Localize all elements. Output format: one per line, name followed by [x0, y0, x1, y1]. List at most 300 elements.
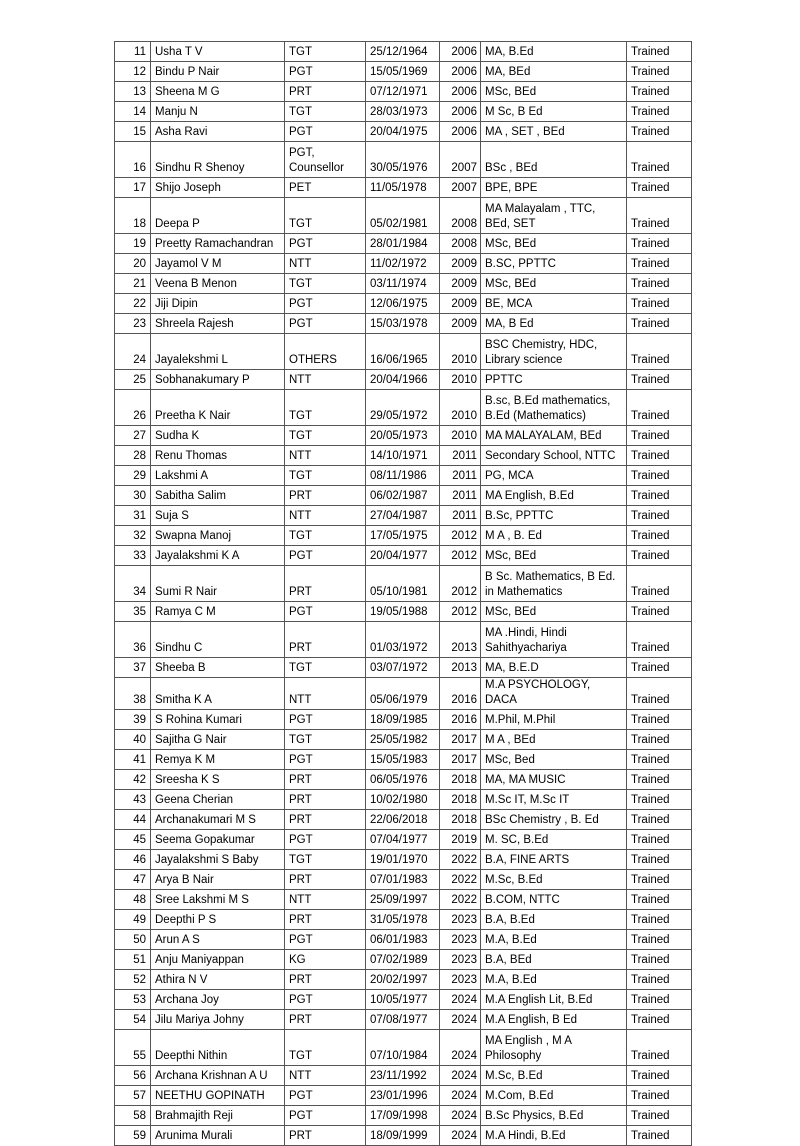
joining-year-cell: 2012	[440, 546, 481, 566]
qualification-cell: MSc, BEd	[481, 274, 627, 294]
table-row	[115, 390, 692, 426]
date-of-birth-cell: 23/01/1996	[366, 1086, 440, 1106]
serial-number-cell: 32	[115, 526, 151, 546]
designation-cell: TGT	[285, 730, 366, 750]
training-status-cell: Trained	[627, 390, 692, 426]
name-cell: Jayalakshmi K A	[151, 546, 285, 566]
joining-year-cell: 2017	[440, 750, 481, 770]
name-cell: Jilu Mariya Johny	[151, 1010, 285, 1030]
qualification-cell: MSc, BEd	[481, 546, 627, 566]
joining-year-cell: 2010	[440, 334, 481, 370]
date-of-birth-cell: 16/06/1965	[366, 334, 440, 370]
date-of-birth-cell: 06/05/1976	[366, 770, 440, 790]
joining-year-cell: 2009	[440, 294, 481, 314]
serial-number-cell: 15	[115, 122, 151, 142]
date-of-birth-cell: 07/10/1984	[366, 1030, 440, 1066]
serial-number-cell: 48	[115, 890, 151, 910]
table-row	[115, 1066, 692, 1086]
training-status-cell: Trained	[627, 314, 692, 334]
training-status-cell: Trained	[627, 254, 692, 274]
name-cell: Sobhanakumary P	[151, 370, 285, 390]
qualification-cell: BE, MCA	[481, 294, 627, 314]
training-status-cell: Trained	[627, 970, 692, 990]
designation-cell: TGT	[285, 466, 366, 486]
name-cell: Arun A S	[151, 930, 285, 950]
name-cell: S Rohina Kumari	[151, 710, 285, 730]
serial-number-cell: 50	[115, 930, 151, 950]
designation-cell: PRT	[285, 1010, 366, 1030]
name-cell: Sreesha K S	[151, 770, 285, 790]
designation-cell: TGT	[285, 102, 366, 122]
qualification-cell: M.Sc IT, M.Sc IT	[481, 790, 627, 810]
training-status-cell: Trained	[627, 602, 692, 622]
table-row	[115, 950, 692, 970]
date-of-birth-cell: 28/03/1973	[366, 102, 440, 122]
qualification-cell: B.A, BEd	[481, 950, 627, 970]
qualification-cell: B.COM, NTTC	[481, 890, 627, 910]
table-row	[115, 426, 692, 446]
qualification-cell: M.A English, B Ed	[481, 1010, 627, 1030]
designation-cell: PRT	[285, 970, 366, 990]
serial-number-cell: 33	[115, 546, 151, 566]
qualification-cell: MSc, BEd	[481, 234, 627, 254]
qualification-cell: MSc, BEd	[481, 602, 627, 622]
qualification-cell: M.A, B.Ed	[481, 970, 627, 990]
date-of-birth-cell: 29/05/1972	[366, 390, 440, 426]
qualification-cell: PG, MCA	[481, 466, 627, 486]
qualification-cell: MA, B.E.D	[481, 658, 627, 678]
date-of-birth-cell: 17/05/1975	[366, 526, 440, 546]
qualification-cell: MA MALAYALAM, BEd	[481, 426, 627, 446]
serial-number-cell: 57	[115, 1086, 151, 1106]
designation-cell: PET	[285, 178, 366, 198]
table-row	[115, 102, 692, 122]
date-of-birth-cell: 07/04/1977	[366, 830, 440, 850]
designation-cell: PGT	[285, 62, 366, 82]
name-cell: Preetty Ramachandran	[151, 234, 285, 254]
designation-cell: PRT	[285, 1126, 366, 1146]
training-status-cell: Trained	[627, 1030, 692, 1066]
serial-number-cell: 25	[115, 370, 151, 390]
joining-year-cell: 2011	[440, 486, 481, 506]
name-cell: Sindhu R Shenoy	[151, 142, 285, 178]
qualification-cell: MA, MA MUSIC	[481, 770, 627, 790]
table-row	[115, 566, 692, 602]
date-of-birth-cell: 20/02/1997	[366, 970, 440, 990]
name-cell: Usha T V	[151, 42, 285, 62]
training-status-cell: Trained	[627, 82, 692, 102]
designation-cell: PGT	[285, 750, 366, 770]
qualification-cell: M A , B. Ed	[481, 526, 627, 546]
qualification-cell: M.Com, B.Ed	[481, 1086, 627, 1106]
joining-year-cell: 2012	[440, 602, 481, 622]
serial-number-cell: 29	[115, 466, 151, 486]
serial-number-cell: 11	[115, 42, 151, 62]
training-status-cell: Trained	[627, 446, 692, 466]
date-of-birth-cell: 10/02/1980	[366, 790, 440, 810]
table-row	[115, 730, 692, 750]
designation-cell: OTHERS	[285, 334, 366, 370]
designation-cell: PRT	[285, 910, 366, 930]
name-cell: Sheena M G	[151, 82, 285, 102]
training-status-cell: Trained	[627, 546, 692, 566]
joining-year-cell: 2006	[440, 102, 481, 122]
date-of-birth-cell: 15/05/1983	[366, 750, 440, 770]
joining-year-cell: 2019	[440, 830, 481, 850]
date-of-birth-cell: 23/11/1992	[366, 1066, 440, 1086]
qualification-cell: B.Sc Physics, B.Ed	[481, 1106, 627, 1126]
training-status-cell: Trained	[627, 710, 692, 730]
qualification-cell: M Sc, B Ed	[481, 102, 627, 122]
designation-cell: TGT	[285, 1030, 366, 1066]
date-of-birth-cell: 08/11/1986	[366, 466, 440, 486]
name-cell: Jayamol V M	[151, 254, 285, 274]
designation-cell: PRT	[285, 810, 366, 830]
name-cell: Anju Maniyappan	[151, 950, 285, 970]
table-row	[115, 622, 692, 658]
training-status-cell: Trained	[627, 370, 692, 390]
date-of-birth-cell: 20/05/1973	[366, 426, 440, 446]
joining-year-cell: 2011	[440, 466, 481, 486]
date-of-birth-cell: 20/04/1975	[366, 122, 440, 142]
qualification-cell: MA, BEd	[481, 62, 627, 82]
name-cell: Preetha K Nair	[151, 390, 285, 426]
qualification-cell: PPTTC	[481, 370, 627, 390]
date-of-birth-cell: 25/09/1997	[366, 890, 440, 910]
date-of-birth-cell: 06/02/1987	[366, 486, 440, 506]
training-status-cell: Trained	[627, 1126, 692, 1146]
table-row	[115, 890, 692, 910]
staff-table	[114, 41, 692, 1146]
table-row	[115, 678, 692, 710]
name-cell: Arya B Nair	[151, 870, 285, 890]
name-cell: Lakshmi A	[151, 466, 285, 486]
name-cell: Jiji Dipin	[151, 294, 285, 314]
name-cell: Deepthi Nithin	[151, 1030, 285, 1066]
serial-number-cell: 56	[115, 1066, 151, 1086]
date-of-birth-cell: 15/05/1969	[366, 62, 440, 82]
training-status-cell: Trained	[627, 622, 692, 658]
joining-year-cell: 2023	[440, 930, 481, 950]
qualification-cell: M A , BEd	[481, 730, 627, 750]
training-status-cell: Trained	[627, 42, 692, 62]
joining-year-cell: 2013	[440, 658, 481, 678]
qualification-cell: B.SC, PPTTC	[481, 254, 627, 274]
joining-year-cell: 2010	[440, 390, 481, 426]
training-status-cell: Trained	[627, 810, 692, 830]
joining-year-cell: 2013	[440, 622, 481, 658]
serial-number-cell: 59	[115, 1126, 151, 1146]
joining-year-cell: 2009	[440, 274, 481, 294]
name-cell: Swapna Manoj	[151, 526, 285, 546]
table-row	[115, 750, 692, 770]
name-cell: Sudha K	[151, 426, 285, 446]
qualification-cell: M.A Hindi, B.Ed	[481, 1126, 627, 1146]
date-of-birth-cell: 22/06/2018	[366, 810, 440, 830]
date-of-birth-cell: 15/03/1978	[366, 314, 440, 334]
training-status-cell: Trained	[627, 526, 692, 546]
table-row	[115, 1126, 692, 1146]
name-cell: Sheeba B	[151, 658, 285, 678]
name-cell: Manju N	[151, 102, 285, 122]
joining-year-cell: 2016	[440, 678, 481, 710]
serial-number-cell: 38	[115, 678, 151, 710]
qualification-cell: M.A PSYCHOLOGY, DACA	[481, 678, 627, 710]
qualification-cell: BPE, BPE	[481, 178, 627, 198]
name-cell: Sajitha G Nair	[151, 730, 285, 750]
designation-cell: NTT	[285, 1066, 366, 1086]
table-row	[115, 142, 692, 178]
serial-number-cell: 44	[115, 810, 151, 830]
designation-cell: PRT	[285, 770, 366, 790]
table-row	[115, 1086, 692, 1106]
table-row	[115, 42, 692, 62]
designation-cell: PGT	[285, 602, 366, 622]
name-cell: Sree Lakshmi M S	[151, 890, 285, 910]
training-status-cell: Trained	[627, 730, 692, 750]
serial-number-cell: 20	[115, 254, 151, 274]
serial-number-cell: 47	[115, 870, 151, 890]
joining-year-cell: 2018	[440, 790, 481, 810]
training-status-cell: Trained	[627, 142, 692, 178]
table-row	[115, 466, 692, 486]
date-of-birth-cell: 07/12/1971	[366, 82, 440, 102]
qualification-cell: BSc , BEd	[481, 142, 627, 178]
date-of-birth-cell: 20/04/1977	[366, 546, 440, 566]
joining-year-cell: 2024	[440, 1126, 481, 1146]
joining-year-cell: 2008	[440, 198, 481, 234]
designation-cell: PGT	[285, 930, 366, 950]
serial-number-cell: 39	[115, 710, 151, 730]
joining-year-cell: 2023	[440, 970, 481, 990]
table-row	[115, 526, 692, 546]
qualification-cell: M.Sc, B.Ed	[481, 1066, 627, 1086]
table-row	[115, 910, 692, 930]
training-status-cell: Trained	[627, 198, 692, 234]
table-row	[115, 990, 692, 1010]
joining-year-cell: 2012	[440, 566, 481, 602]
serial-number-cell: 28	[115, 446, 151, 466]
table-row	[115, 178, 692, 198]
table-row	[115, 198, 692, 234]
designation-cell: NTT	[285, 254, 366, 274]
joining-year-cell: 2011	[440, 506, 481, 526]
date-of-birth-cell: 03/11/1974	[366, 274, 440, 294]
serial-number-cell: 31	[115, 506, 151, 526]
name-cell: Arunima Murali	[151, 1126, 285, 1146]
training-status-cell: Trained	[627, 1066, 692, 1086]
designation-cell: PRT	[285, 870, 366, 890]
qualification-cell: MA, B Ed	[481, 314, 627, 334]
joining-year-cell: 2007	[440, 142, 481, 178]
joining-year-cell: 2024	[440, 990, 481, 1010]
date-of-birth-cell: 30/05/1976	[366, 142, 440, 178]
qualification-cell: MSc, BEd	[481, 82, 627, 102]
qualification-cell: M. SC, B.Ed	[481, 830, 627, 850]
name-cell: Veena B Menon	[151, 274, 285, 294]
designation-cell: TGT	[285, 198, 366, 234]
table-row	[115, 506, 692, 526]
date-of-birth-cell: 20/04/1966	[366, 370, 440, 390]
table-row	[115, 1030, 692, 1066]
designation-cell: NTT	[285, 370, 366, 390]
training-status-cell: Trained	[627, 870, 692, 890]
date-of-birth-cell: 31/05/1978	[366, 910, 440, 930]
serial-number-cell: 49	[115, 910, 151, 930]
serial-number-cell: 19	[115, 234, 151, 254]
date-of-birth-cell: 07/08/1977	[366, 1010, 440, 1030]
joining-year-cell: 2010	[440, 426, 481, 446]
name-cell: Archana Krishnan A U	[151, 1066, 285, 1086]
date-of-birth-cell: 14/10/1971	[366, 446, 440, 466]
serial-number-cell: 13	[115, 82, 151, 102]
name-cell: Suja S	[151, 506, 285, 526]
serial-number-cell: 45	[115, 830, 151, 850]
serial-number-cell: 27	[115, 426, 151, 446]
joining-year-cell: 2006	[440, 122, 481, 142]
date-of-birth-cell: 03/07/1972	[366, 658, 440, 678]
serial-number-cell: 55	[115, 1030, 151, 1066]
table-row	[115, 254, 692, 274]
name-cell: Renu Thomas	[151, 446, 285, 466]
training-status-cell: Trained	[627, 1086, 692, 1106]
serial-number-cell: 54	[115, 1010, 151, 1030]
table-row	[115, 274, 692, 294]
serial-number-cell: 58	[115, 1106, 151, 1126]
date-of-birth-cell: 11/05/1978	[366, 178, 440, 198]
designation-cell: TGT	[285, 390, 366, 426]
designation-cell: NTT	[285, 446, 366, 466]
qualification-cell: M.A English Lit, B.Ed	[481, 990, 627, 1010]
serial-number-cell: 53	[115, 990, 151, 1010]
qualification-cell: B.A, B.Ed	[481, 910, 627, 930]
qualification-cell: M.Sc, B.Ed	[481, 870, 627, 890]
training-status-cell: Trained	[627, 1106, 692, 1126]
joining-year-cell: 2012	[440, 526, 481, 546]
training-status-cell: Trained	[627, 102, 692, 122]
designation-cell: PGT	[285, 830, 366, 850]
training-status-cell: Trained	[627, 566, 692, 602]
training-status-cell: Trained	[627, 294, 692, 314]
name-cell: Jayalekshmi L	[151, 334, 285, 370]
training-status-cell: Trained	[627, 790, 692, 810]
table-row	[115, 930, 692, 950]
qualification-cell: Secondary School, NTTC	[481, 446, 627, 466]
name-cell: Asha Ravi	[151, 122, 285, 142]
date-of-birth-cell: 05/02/1981	[366, 198, 440, 234]
joining-year-cell: 2011	[440, 446, 481, 466]
table-row	[115, 370, 692, 390]
designation-cell: PRT	[285, 486, 366, 506]
designation-cell: PRT	[285, 622, 366, 658]
name-cell: Smitha K A	[151, 678, 285, 710]
serial-number-cell: 16	[115, 142, 151, 178]
table-row	[115, 62, 692, 82]
name-cell: Archana Joy	[151, 990, 285, 1010]
date-of-birth-cell: 12/06/1975	[366, 294, 440, 314]
training-status-cell: Trained	[627, 466, 692, 486]
table-row	[115, 658, 692, 678]
joining-year-cell: 2024	[440, 1030, 481, 1066]
serial-number-cell: 26	[115, 390, 151, 426]
name-cell: Sindhu C	[151, 622, 285, 658]
joining-year-cell: 2024	[440, 1086, 481, 1106]
designation-cell: PGT	[285, 546, 366, 566]
serial-number-cell: 46	[115, 850, 151, 870]
joining-year-cell: 2023	[440, 910, 481, 930]
name-cell: Brahmajith Reji	[151, 1106, 285, 1126]
serial-number-cell: 30	[115, 486, 151, 506]
date-of-birth-cell: 05/10/1981	[366, 566, 440, 602]
joining-year-cell: 2016	[440, 710, 481, 730]
serial-number-cell: 17	[115, 178, 151, 198]
serial-number-cell: 41	[115, 750, 151, 770]
training-status-cell: Trained	[627, 890, 692, 910]
date-of-birth-cell: 11/02/1972	[366, 254, 440, 274]
table-row	[115, 546, 692, 566]
date-of-birth-cell: 06/01/1983	[366, 930, 440, 950]
designation-cell: TGT	[285, 42, 366, 62]
designation-cell: NTT	[285, 506, 366, 526]
table-row	[115, 334, 692, 370]
training-status-cell: Trained	[627, 658, 692, 678]
table-row	[115, 486, 692, 506]
qualification-cell: MA English , M A Philosophy	[481, 1030, 627, 1066]
table-row	[115, 870, 692, 890]
date-of-birth-cell: 01/03/1972	[366, 622, 440, 658]
training-status-cell: Trained	[627, 750, 692, 770]
date-of-birth-cell: 18/09/1985	[366, 710, 440, 730]
qualification-cell: B.sc, B.Ed mathematics, B.Ed (Mathematics)	[481, 390, 627, 426]
name-cell: Athira N V	[151, 970, 285, 990]
table-row	[115, 1010, 692, 1030]
serial-number-cell: 34	[115, 566, 151, 602]
table-row	[115, 234, 692, 254]
designation-cell: TGT	[285, 426, 366, 446]
qualification-cell: MA, B.Ed	[481, 42, 627, 62]
date-of-birth-cell: 28/01/1984	[366, 234, 440, 254]
joining-year-cell: 2024	[440, 1106, 481, 1126]
training-status-cell: Trained	[627, 850, 692, 870]
training-status-cell: Trained	[627, 506, 692, 526]
designation-cell: PGT	[285, 1086, 366, 1106]
training-status-cell: Trained	[627, 1010, 692, 1030]
joining-year-cell: 2024	[440, 1066, 481, 1086]
training-status-cell: Trained	[627, 122, 692, 142]
joining-year-cell: 2023	[440, 950, 481, 970]
designation-cell: PGT	[285, 710, 366, 730]
serial-number-cell: 12	[115, 62, 151, 82]
name-cell: Shijo Joseph	[151, 178, 285, 198]
training-status-cell: Trained	[627, 930, 692, 950]
qualification-cell: B.A, FINE ARTS	[481, 850, 627, 870]
name-cell: Shreela Rajesh	[151, 314, 285, 334]
table-row	[115, 710, 692, 730]
table-row	[115, 830, 692, 850]
table-row	[115, 446, 692, 466]
joining-year-cell: 2008	[440, 234, 481, 254]
date-of-birth-cell: 18/09/1999	[366, 1126, 440, 1146]
joining-year-cell: 2018	[440, 770, 481, 790]
qualification-cell: M.A, B.Ed	[481, 930, 627, 950]
training-status-cell: Trained	[627, 334, 692, 370]
serial-number-cell: 42	[115, 770, 151, 790]
serial-number-cell: 24	[115, 334, 151, 370]
training-status-cell: Trained	[627, 770, 692, 790]
training-status-cell: Trained	[627, 426, 692, 446]
training-status-cell: Trained	[627, 950, 692, 970]
designation-cell: PRT	[285, 790, 366, 810]
